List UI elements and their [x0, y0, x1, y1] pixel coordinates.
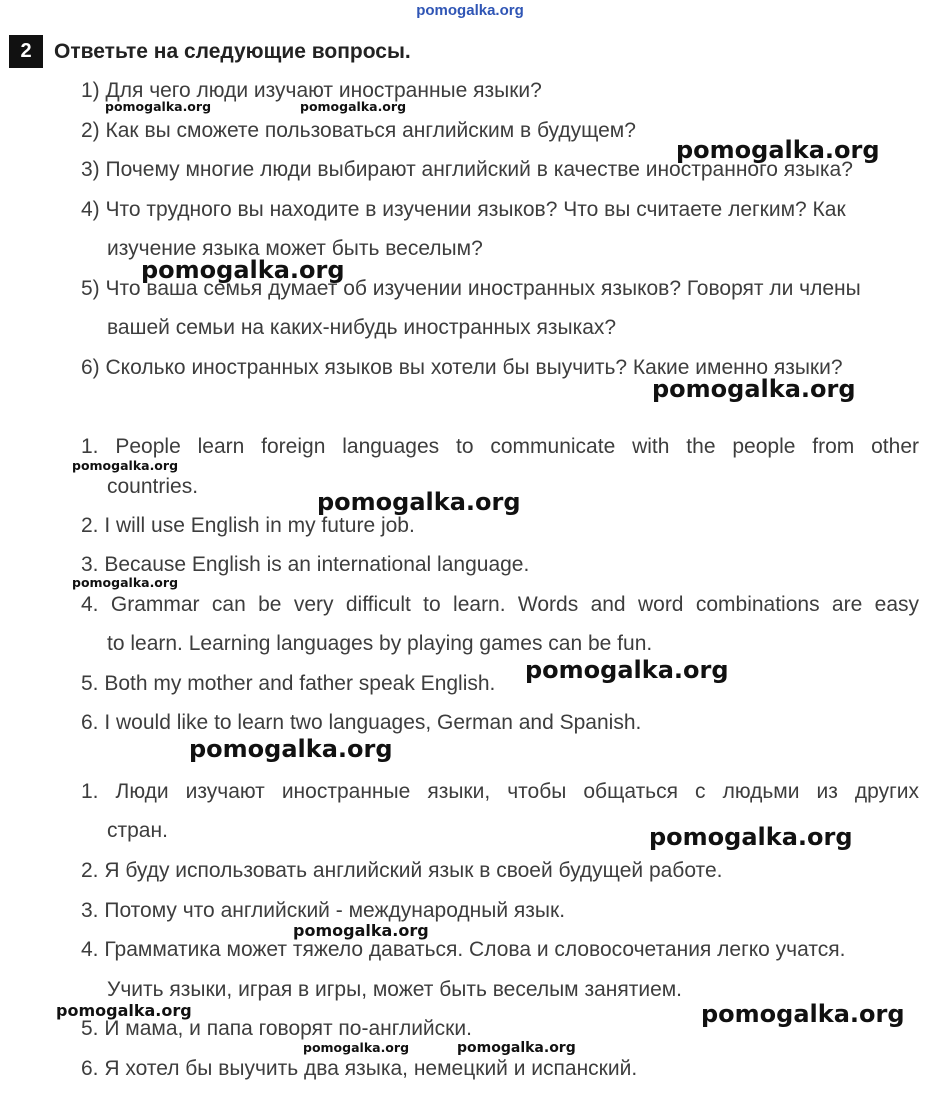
answer-ru-4: 4. Грамматика может тяжело даваться. Слова и словосочетания легко учатся.: [81, 938, 846, 961]
answer-en-1: 1. People learn foreign languages to communicate with the people from other: [81, 435, 919, 458]
question-2: 2) Как вы сможете пользоваться английским в будущем?: [81, 119, 636, 142]
answer-en-4-cont: to learn. Learning languages by playing games can be fun.: [107, 632, 653, 655]
answer-en-1-cont: countries.: [107, 475, 199, 498]
answer-ru-1-cont: стран.: [107, 819, 168, 842]
watermark-text: pomogalka.org: [457, 1040, 576, 1056]
answer-ru-2: 2. Я буду использовать английский язык в своей будущей работе.: [81, 859, 723, 882]
question-4-cont: изучение языка может быть веселым?: [107, 237, 483, 260]
watermark-text: pomogalka.org: [105, 99, 212, 114]
exercise-title: Ответьте на следующие вопросы.: [54, 40, 411, 63]
answer-ru-5: 5. И мама, и папа говорят по-английски.: [81, 1017, 472, 1040]
answer-ru-6: 6. Я хотел бы выучить два языка, немецкий и испанский.: [81, 1057, 638, 1080]
watermark-text: pomogalka.org: [525, 656, 729, 684]
watermark-text: pomogalka.org: [303, 1040, 410, 1055]
watermark-text: pomogalka.org: [293, 921, 429, 940]
question-6: 6) Сколько иностранных языков вы хотели бы выучить? Какие именно языки?: [81, 356, 843, 379]
watermark-text: pomogalka.org: [649, 823, 853, 851]
answer-en-6: 6. I would like to learn two languages, German and Spanish.: [81, 711, 642, 734]
top-watermark: pomogalka.org: [416, 2, 524, 19]
answer-en-4: 4. Grammar can be very difficult to learn. Words and word combinations are easy: [81, 593, 919, 616]
watermark-text: pomogalka.org: [72, 458, 179, 473]
answer-en-2: 2. I will use English in my future job.: [81, 514, 415, 537]
watermark-text: pomogalka.org: [189, 735, 393, 763]
watermark-text: pomogalka.org: [317, 488, 521, 516]
answer-ru-4-cont: Учить языки, играя в игры, может быть веселым занятием.: [107, 978, 683, 1001]
watermark-text: pomogalka.org: [701, 1000, 905, 1028]
exercise-number-badge: 2: [9, 35, 43, 68]
question-3: 3) Почему многие люди выбирают английский в качестве иностранного языка?: [81, 158, 853, 181]
question-5: 5) Что ваша семья думает об изучении иностранных языков? Говорят ли члены: [81, 277, 861, 300]
question-1: 1) Для чего люди изучают иностранные языки?: [81, 79, 542, 102]
watermark-text: pomogalka.org: [56, 1001, 192, 1020]
answer-ru-3: 3. Потому что английский - международный язык.: [81, 899, 566, 922]
watermark-text: pomogalka.org: [141, 256, 345, 284]
watermark-text: pomogalka.org: [72, 575, 179, 590]
watermark-text: pomogalka.org: [652, 375, 856, 403]
answer-en-5: 5. Both my mother and father speak English.: [81, 672, 496, 695]
watermark-text: pomogalka.org: [676, 136, 880, 164]
question-5-cont: вашей семьи на каких-нибудь иностранных языках?: [107, 316, 617, 339]
question-4: 4) Что трудного вы находите в изучении языков? Что вы считаете легким? Как: [81, 198, 846, 221]
answer-ru-1: 1. Люди изучают иностранные языки, чтобы общаться с людьми из других: [81, 780, 919, 803]
answer-en-3: 3. Because English is an international language.: [81, 553, 530, 576]
watermark-text: pomogalka.org: [300, 99, 407, 114]
